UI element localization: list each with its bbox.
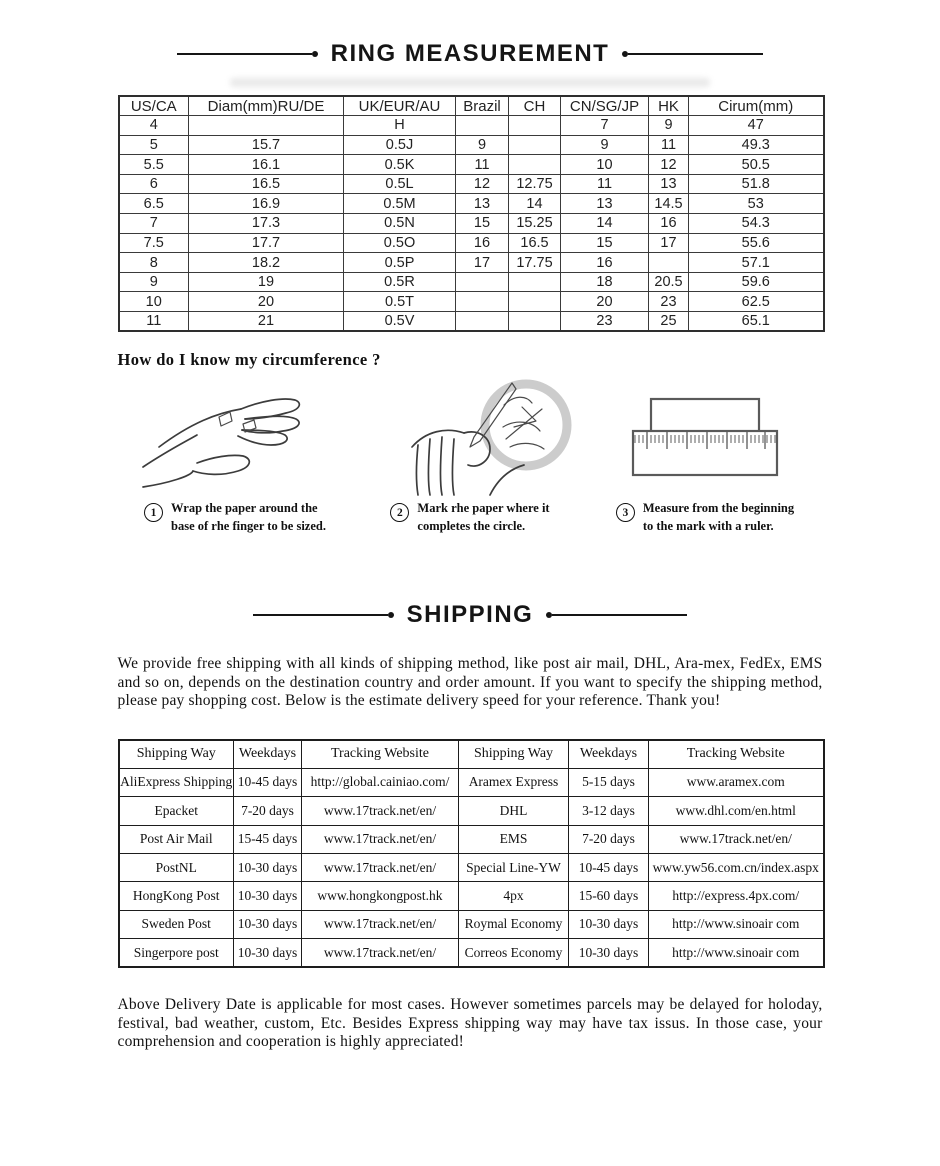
table-cell: http://express.4px.com/ xyxy=(649,882,824,910)
title-rule-right xyxy=(546,612,687,618)
table-cell: 14.5 xyxy=(649,194,689,214)
table-cell: 16.1 xyxy=(189,155,344,175)
table-cell: www.hongkongpost.hk xyxy=(302,882,459,910)
table-cell: 10 xyxy=(561,155,649,175)
table-row xyxy=(119,825,824,853)
table-cell: 51.8 xyxy=(689,174,824,194)
step-3 xyxy=(588,376,823,535)
ring-measurement-title-text: RING MEASUREMENT xyxy=(330,40,610,67)
step-3-text-line2: to the mark with a ruler. xyxy=(642,518,774,533)
table-cell: 10-30 days xyxy=(234,910,302,938)
table-cell: 47 xyxy=(689,116,824,136)
table-cell: 4 xyxy=(119,116,189,136)
table-row xyxy=(119,194,824,214)
table-row xyxy=(119,116,824,136)
table-cell: 0.5L xyxy=(344,174,456,194)
table-cell: www.17track.net/en/ xyxy=(302,797,459,825)
table-cell xyxy=(509,312,561,332)
table-cell: Epacket xyxy=(119,797,234,825)
table-cell: www.17track.net/en/ xyxy=(302,939,459,967)
table-cell: 6.5 xyxy=(119,194,189,214)
table-row xyxy=(119,174,824,194)
col-header-us-ca: US/CA xyxy=(119,96,189,116)
table-cell: 10-45 days xyxy=(234,768,302,796)
table-cell: 4px xyxy=(459,882,569,910)
table-cell: 15.7 xyxy=(189,135,344,155)
table-cell: 25 xyxy=(649,312,689,332)
step-3-text-line1: Measure from the beginning xyxy=(642,501,795,516)
table-cell: 54.3 xyxy=(689,214,824,234)
table-cell: 10 xyxy=(119,292,189,312)
table-cell: 11 xyxy=(456,155,509,175)
step-3-number-badge: 3 xyxy=(616,503,635,522)
table-cell: www.aramex.com xyxy=(649,768,824,796)
table-cell: 5-15 days xyxy=(569,768,649,796)
table-cell: 7 xyxy=(119,214,189,234)
shipping-methods-table xyxy=(118,739,825,968)
table-cell: 49.3 xyxy=(689,135,824,155)
step-1-number-badge: 1 xyxy=(144,503,163,522)
table-cell: 10-30 days xyxy=(234,939,302,967)
table-cell: 0.5M xyxy=(344,194,456,214)
step-1-text-line2: base of rhe finger to be sized. xyxy=(171,518,326,533)
table-cell: 7.5 xyxy=(119,233,189,253)
table-cell xyxy=(456,116,509,136)
table-cell: 17.75 xyxy=(509,253,561,273)
table-cell: 13 xyxy=(456,194,509,214)
ring-size-table xyxy=(118,95,825,332)
table-cell: HongKong Post xyxy=(119,882,234,910)
shipping-table-header-row xyxy=(119,740,824,768)
table-cell: 18.2 xyxy=(189,253,344,273)
col-header-hk: HK xyxy=(649,96,689,116)
col-header-ch: CH xyxy=(509,96,561,116)
table-cell: 14 xyxy=(561,214,649,234)
product-info-page xyxy=(0,40,940,1166)
table-cell: 13 xyxy=(561,194,649,214)
step-3-caption xyxy=(616,500,794,535)
title-rule-right xyxy=(622,51,763,57)
table-cell: www.dhl.com/en.html xyxy=(649,797,824,825)
table-cell: www.17track.net/en/ xyxy=(302,910,459,938)
table-cell: 15.25 xyxy=(509,214,561,234)
table-cell: Roymal Economy xyxy=(459,910,569,938)
table-cell xyxy=(189,116,344,136)
table-cell: 9 xyxy=(561,135,649,155)
table-row xyxy=(119,135,824,155)
table-cell: 12 xyxy=(649,155,689,175)
table-cell: 50.5 xyxy=(689,155,824,175)
table-cell: 12.75 xyxy=(509,174,561,194)
table-row xyxy=(119,910,824,938)
table-cell: Singerpore post xyxy=(119,939,234,967)
hand-mark-pen-icon xyxy=(364,376,576,498)
table-cell: 17 xyxy=(649,233,689,253)
title-rule-left xyxy=(253,612,394,618)
col-header-tracking-1: Tracking Website xyxy=(302,740,459,768)
table-cell: 0.5K xyxy=(344,155,456,175)
table-cell: 0.5P xyxy=(344,253,456,273)
table-cell: 0.5N xyxy=(344,214,456,234)
table-cell: 16.5 xyxy=(189,174,344,194)
table-cell: 15-45 days xyxy=(234,825,302,853)
table-cell xyxy=(456,292,509,312)
table-cell: 5 xyxy=(119,135,189,155)
ruler-icon xyxy=(625,376,785,498)
table-cell: Sweden Post xyxy=(119,910,234,938)
title-rule-left xyxy=(177,51,318,57)
col-header-cirum: Cirum(mm) xyxy=(689,96,824,116)
table-cell: 12 xyxy=(456,174,509,194)
table-row xyxy=(119,155,824,175)
step-2-text-line1: Mark rhe paper where it xyxy=(417,501,550,516)
table-cell xyxy=(456,312,509,332)
table-row xyxy=(119,853,824,881)
table-cell: 0.5O xyxy=(344,233,456,253)
table-cell: 10-30 days xyxy=(234,882,302,910)
hand-wrap-icon xyxy=(135,376,335,498)
table-cell: Correos Economy xyxy=(459,939,569,967)
table-cell: 11 xyxy=(649,135,689,155)
table-cell: www.17track.net/en/ xyxy=(649,825,824,853)
table-row xyxy=(119,214,824,234)
table-cell: 18 xyxy=(561,272,649,292)
table-cell: 14 xyxy=(509,194,561,214)
table-cell: www.17track.net/en/ xyxy=(302,825,459,853)
table-cell: 7-20 days xyxy=(234,797,302,825)
step-2-text-line2: completes the circle. xyxy=(417,518,526,533)
step-2-number-badge: 2 xyxy=(390,503,409,522)
col-header-weekdays-1: Weekdays xyxy=(234,740,302,768)
table-cell: 11 xyxy=(119,312,189,332)
shipping-title-text: SHIPPING xyxy=(406,601,534,629)
table-cell: 9 xyxy=(649,116,689,136)
table-cell: 16.9 xyxy=(189,194,344,214)
table-cell: 10-45 days xyxy=(569,853,649,881)
table-cell: 17.3 xyxy=(189,214,344,234)
step-2-caption xyxy=(390,500,549,535)
table-cell xyxy=(649,253,689,273)
table-cell: 17.7 xyxy=(189,233,344,253)
table-cell: 7-20 days xyxy=(569,825,649,853)
table-cell: 5.5 xyxy=(119,155,189,175)
table-row xyxy=(119,312,824,332)
table-row xyxy=(119,272,824,292)
ring-measurement-title xyxy=(118,40,823,68)
table-cell: 15-60 days xyxy=(569,882,649,910)
table-cell: 21 xyxy=(189,312,344,332)
table-cell: 6 xyxy=(119,174,189,194)
col-header-uk-eur-au: UK/EUR/AU xyxy=(344,96,456,116)
col-header-tracking-2: Tracking Website xyxy=(649,740,824,768)
table-cell: 15 xyxy=(561,233,649,253)
table-cell: http://global.cainiao.com/ xyxy=(302,768,459,796)
step-2 xyxy=(353,376,588,535)
table-cell: 16 xyxy=(561,253,649,273)
table-cell: 57.1 xyxy=(689,253,824,273)
table-cell: 9 xyxy=(456,135,509,155)
table-cell: 3-12 days xyxy=(569,797,649,825)
table-cell: www.yw56.com.cn/index.aspx xyxy=(649,853,824,881)
table-cell: Post Air Mail xyxy=(119,825,234,853)
table-cell: 11 xyxy=(561,174,649,194)
table-cell: 55.6 xyxy=(689,233,824,253)
table-cell: EMS xyxy=(459,825,569,853)
table-row xyxy=(119,939,824,967)
table-cell: 9 xyxy=(119,272,189,292)
table-row xyxy=(119,768,824,796)
ring-table-header-row xyxy=(119,96,824,116)
table-cell: 20.5 xyxy=(649,272,689,292)
table-cell: 16 xyxy=(456,233,509,253)
table-cell xyxy=(509,292,561,312)
table-row xyxy=(119,253,824,273)
table-row xyxy=(119,882,824,910)
step-1-text-line1: Wrap the paper around the xyxy=(171,501,318,516)
measurement-steps xyxy=(118,376,823,535)
step-1 xyxy=(118,376,353,535)
circumference-heading: How do I know my circumference ? xyxy=(117,350,381,370)
scan-artifact-smudge xyxy=(230,78,710,87)
table-cell: 23 xyxy=(561,312,649,332)
table-cell: 59.6 xyxy=(689,272,824,292)
table-cell xyxy=(509,272,561,292)
col-header-brazil: Brazil xyxy=(456,96,509,116)
table-cell: 8 xyxy=(119,253,189,273)
table-cell: 16 xyxy=(649,214,689,234)
table-cell xyxy=(509,116,561,136)
table-cell: H xyxy=(344,116,456,136)
table-cell: 65.1 xyxy=(689,312,824,332)
table-cell: 17 xyxy=(456,253,509,273)
table-cell: 10-30 days xyxy=(234,853,302,881)
table-cell: 20 xyxy=(561,292,649,312)
table-cell: 7 xyxy=(561,116,649,136)
table-row xyxy=(119,292,824,312)
table-cell: Aramex Express xyxy=(459,768,569,796)
table-cell: 0.5V xyxy=(344,312,456,332)
delivery-disclaimer-paragraph: Above Delivery Date is applicable for most cases. However sometimes parcels may be delayed for holoday, festival, bad weather, custom, Etc. Besides Express shipping way may have tax issus. In those case, your comprehension and cooperation is highly appreciated! xyxy=(117,996,823,1051)
col-header-weekdays-2: Weekdays xyxy=(569,740,649,768)
table-cell: 10-30 days xyxy=(569,910,649,938)
table-cell xyxy=(509,135,561,155)
table-cell: 0.5R xyxy=(344,272,456,292)
shipping-title xyxy=(118,601,823,629)
table-cell: http://www.sinoair com xyxy=(649,939,824,967)
table-cell: AliExpress Shipping xyxy=(119,768,234,796)
table-cell: 0.5T xyxy=(344,292,456,312)
col-header-shipping-way-2: Shipping Way xyxy=(459,740,569,768)
step-1-caption xyxy=(144,500,326,535)
table-cell: 10-30 days xyxy=(569,939,649,967)
table-row xyxy=(119,233,824,253)
col-header-cn-sg-jp: CN/SG/JP xyxy=(561,96,649,116)
table-cell: http://www.sinoair com xyxy=(649,910,824,938)
table-cell: 20 xyxy=(189,292,344,312)
table-cell xyxy=(509,155,561,175)
table-cell: Special Line-YW xyxy=(459,853,569,881)
table-cell: 15 xyxy=(456,214,509,234)
table-cell: DHL xyxy=(459,797,569,825)
table-cell: 62.5 xyxy=(689,292,824,312)
table-cell: 23 xyxy=(649,292,689,312)
table-cell xyxy=(456,272,509,292)
shipping-intro-paragraph: We provide free shipping with all kinds of shipping method, like post air mail, DHL, Ara-mex, FedEx, EMS and so on, depends on the destination country and order amount. If you want to specify the shipping method, please pay shopping cost. Below is the estimate delivery speed for your reference. Thank you! xyxy=(117,655,823,710)
col-header-diam: Diam(mm)RU/DE xyxy=(189,96,344,116)
table-cell: www.17track.net/en/ xyxy=(302,853,459,881)
table-cell: 13 xyxy=(649,174,689,194)
table-cell: PostNL xyxy=(119,853,234,881)
col-header-shipping-way-1: Shipping Way xyxy=(119,740,234,768)
table-cell: 53 xyxy=(689,194,824,214)
table-cell: 0.5J xyxy=(344,135,456,155)
table-cell: 16.5 xyxy=(509,233,561,253)
table-cell: 19 xyxy=(189,272,344,292)
table-row xyxy=(119,797,824,825)
